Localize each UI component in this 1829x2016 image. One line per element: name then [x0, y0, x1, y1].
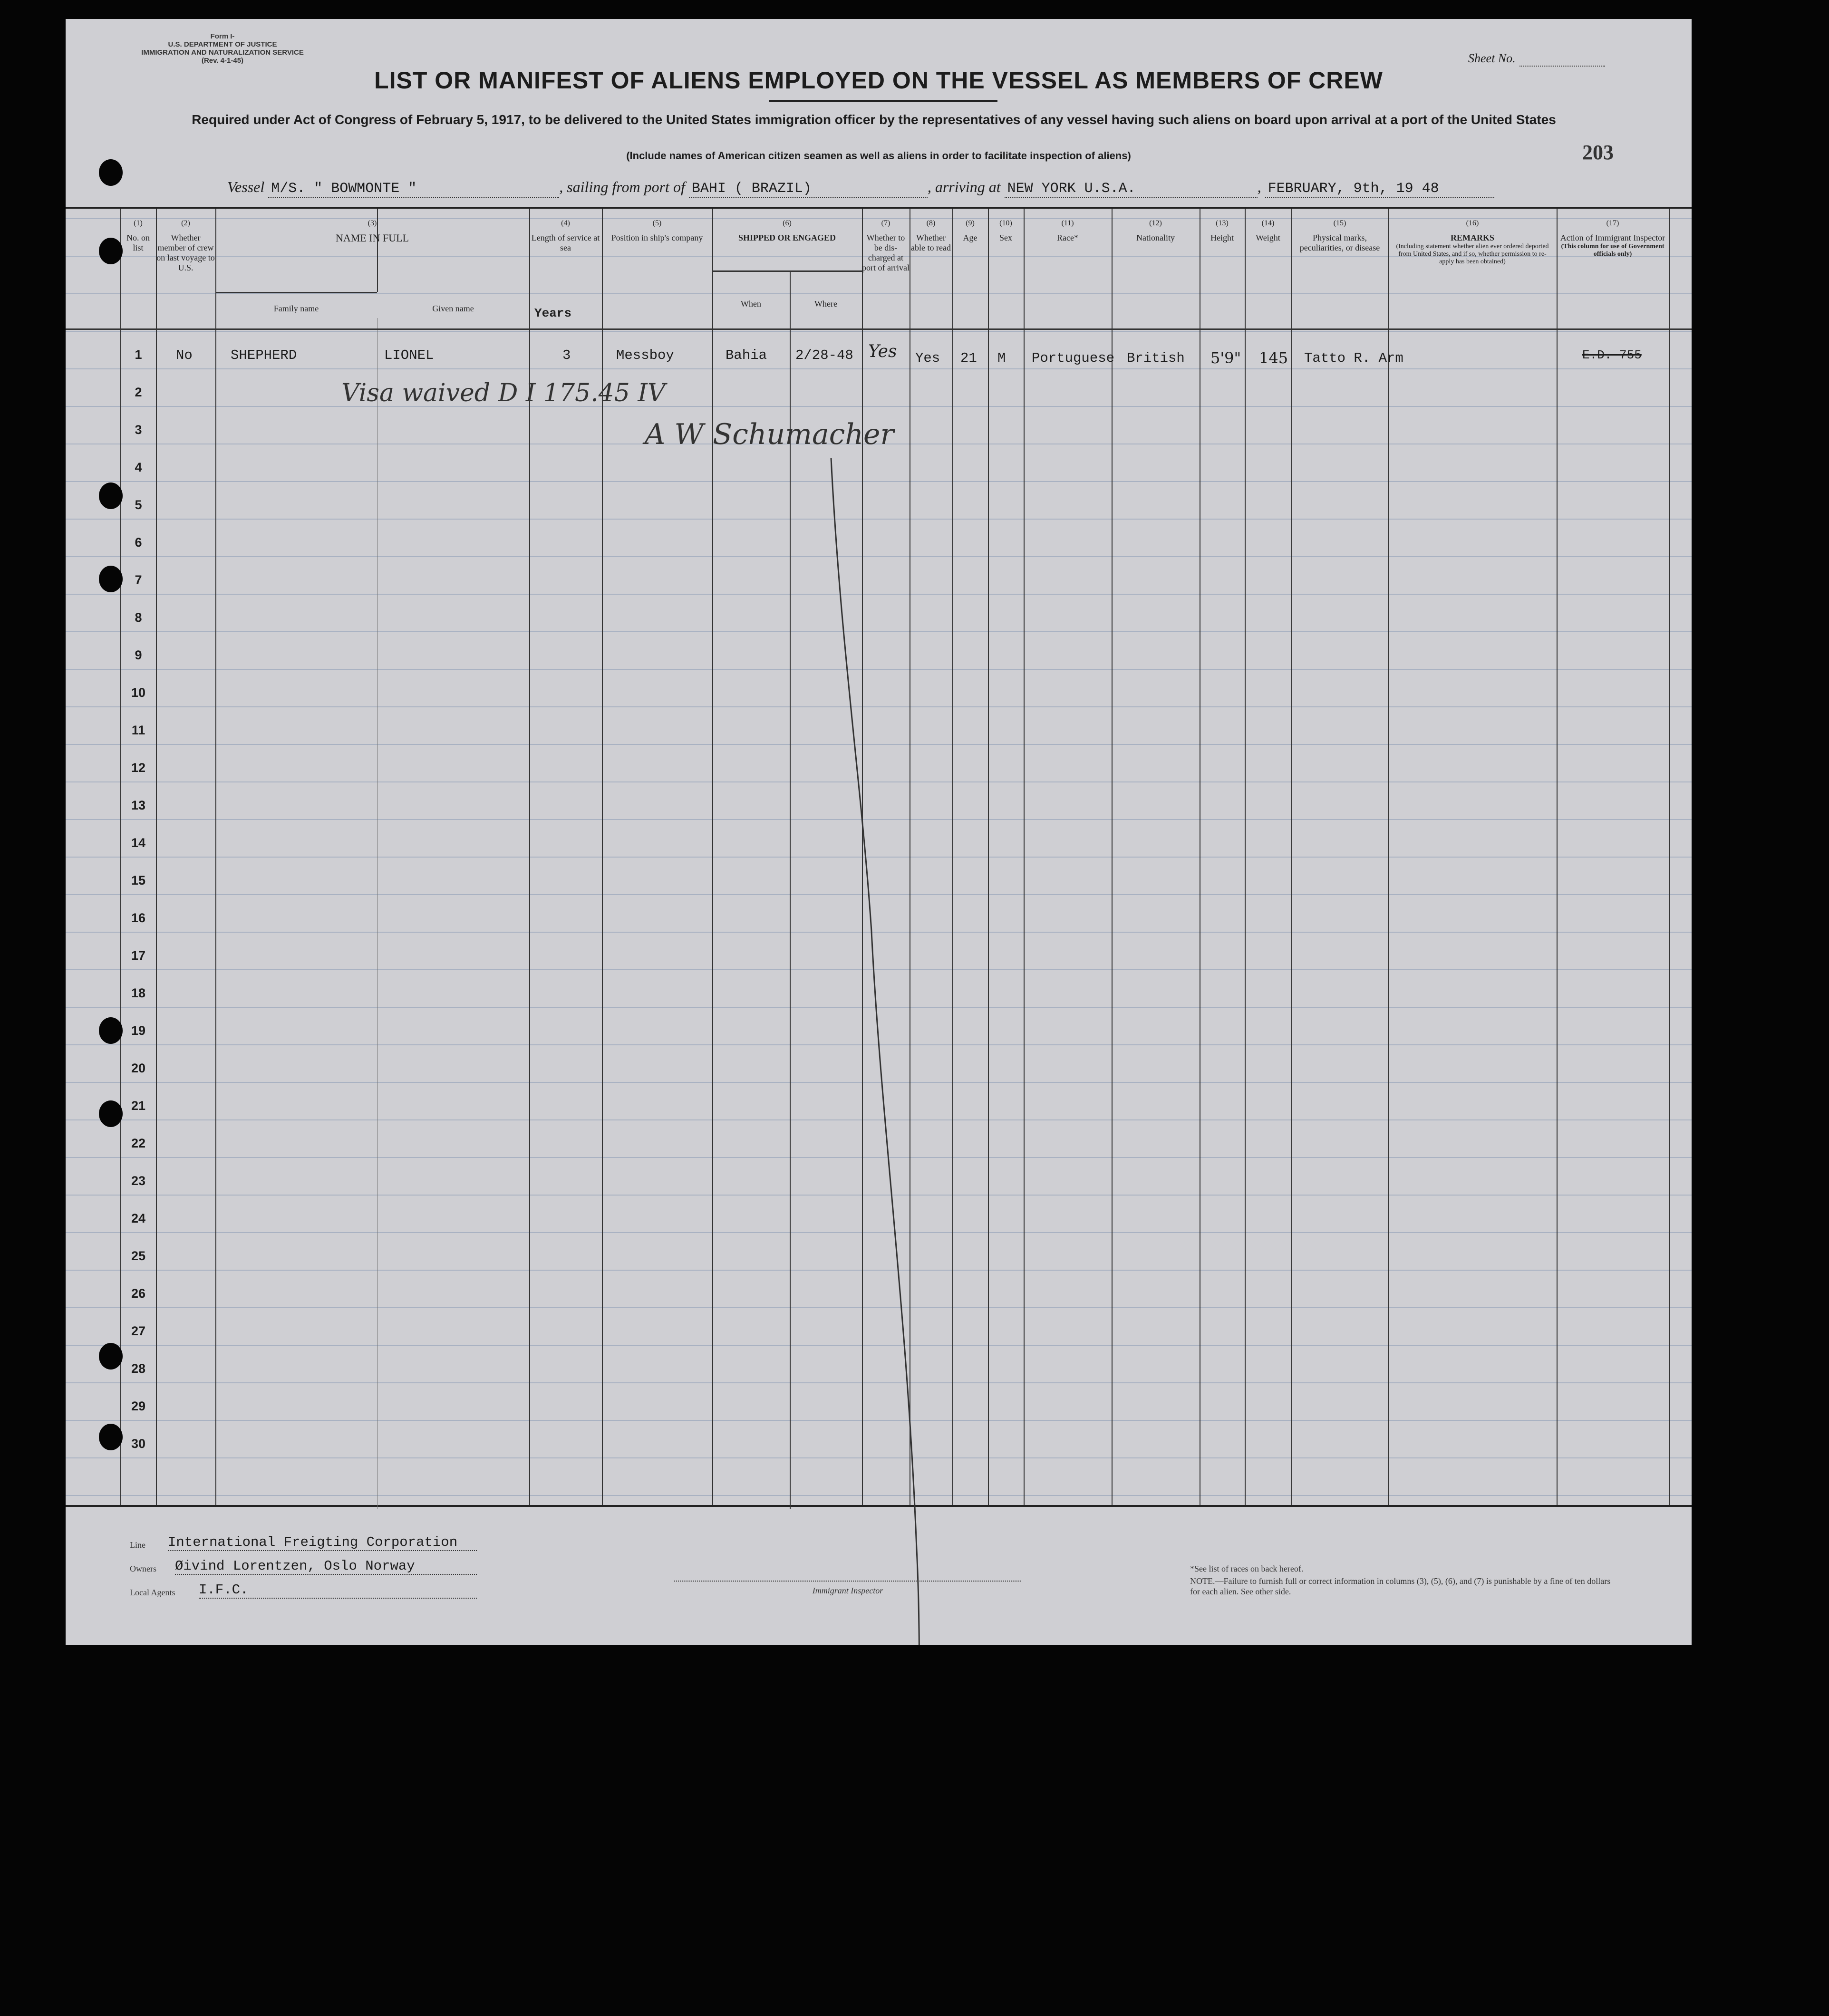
row-number: 11 — [131, 723, 145, 737]
header-col-16: (16) REMARKS (Including statement whether alien ever ordered deported from United States, and if so, whether permission to re-apply has been obtained) — [1388, 218, 1557, 266]
shipped-header-rule — [712, 270, 862, 272]
entry-position: Messboy — [616, 347, 674, 363]
entry-race: Portuguese — [1032, 350, 1115, 366]
revision-date: (Rev. 4-1-45) — [201, 57, 244, 65]
header-col-14: (14) Weight — [1256, 219, 1280, 242]
penalty-note: NOTE.—Failure to furnish full or correct information in columns (3), (5), (6), and (7) is punishable by a fine of ten dollars for each alien. See other side. — [1190, 1576, 1611, 1596]
column-divider — [1557, 209, 1558, 1505]
entry-able-to-read: Yes — [915, 350, 940, 366]
binder-hole — [99, 1343, 123, 1370]
row-number: 10 — [131, 685, 146, 700]
entry-discharged: Yes — [868, 342, 897, 361]
column-divider — [215, 209, 216, 1505]
header-col-8: (8) Whether able to read — [911, 219, 951, 252]
header-col-2: (2) Whether member of crew on last voyage to U.S. — [156, 219, 215, 272]
page-title: LIST OR MANIFEST OF ALIENS EMPLOYED ON THE VESSEL AS MEMBERS OF CREW — [374, 67, 1383, 94]
column-divider — [120, 209, 121, 1505]
title-underline — [769, 100, 997, 102]
row-number: 5 — [135, 498, 142, 512]
department-name: U.S. DEPARTMENT OF JUSTICE — [168, 40, 277, 48]
owners-value: Øivind Lorentzen, Oslo Norway — [175, 1558, 477, 1575]
form-number: Form I- — [210, 32, 235, 40]
header-col-11: (11) Race* — [1057, 219, 1078, 242]
row-number: 15 — [131, 873, 146, 887]
row-number: 9 — [135, 648, 142, 662]
page-subtitle: Required under Act of Congress of February 5, 1917, to be delivered to the United States immigration officer by the representatives of any vessel having such aliens on board upon arrival at a port of the United States — [192, 112, 1556, 127]
form-identifier — [137, 32, 308, 65]
row-number: 24 — [131, 1211, 146, 1225]
row-number: 13 — [131, 798, 146, 812]
header-col-15: (15) Physical marks, peculiarities, or disease — [1299, 219, 1380, 252]
binder-hole — [99, 1017, 123, 1044]
sailing-label: , sailing from port of — [559, 178, 685, 195]
header-when: When — [741, 299, 761, 309]
sheet-no-label: Sheet No. — [1468, 51, 1516, 65]
row-number: 30 — [131, 1437, 146, 1451]
binder-hole — [99, 566, 123, 592]
row-number: 4 — [135, 460, 142, 474]
row-number: 8 — [135, 610, 142, 625]
entry-given-name: LIONEL — [384, 347, 434, 363]
column-divider — [1291, 209, 1292, 1505]
row-number: 27 — [131, 1324, 146, 1338]
header-col-13: (13) Height — [1210, 219, 1234, 242]
header-col-7: (7) Whether to be dis-charged at port of arrival — [862, 219, 910, 272]
entry-weight: 145 — [1259, 349, 1288, 367]
row-number: 26 — [131, 1286, 146, 1301]
sheet-no-blank — [1519, 51, 1605, 67]
entry-physical-marks: Tatto R. Arm — [1304, 350, 1403, 366]
row-number: 2 — [135, 385, 142, 399]
row-number: 7 — [135, 573, 142, 587]
column-divider — [1024, 209, 1025, 1505]
years-unit: Years — [534, 306, 571, 320]
header-col-6: (6) SHIPPED OR ENGAGED — [738, 219, 836, 242]
column-divider — [1112, 209, 1113, 1505]
column-divider — [988, 209, 989, 1505]
include-note: (Include names of American citizen seamen as well as aliens in order to facilitate inspection of aliens) — [626, 150, 1131, 162]
row-number: 17 — [131, 948, 146, 963]
row-number: 23 — [131, 1174, 146, 1188]
column-divider — [156, 209, 157, 1505]
sheet-no-field — [1468, 51, 1605, 67]
crew-table — [66, 207, 1692, 1507]
vessel-name: M/S. " BOWMONTE " — [268, 181, 559, 198]
arriving-label: , arriving at — [927, 178, 1001, 195]
header-col-3: (3) NAME IN FULL — [336, 219, 409, 244]
column-divider — [1388, 209, 1389, 1505]
arrival-date: FEBRUARY, 9th, 19 48 — [1265, 181, 1494, 198]
departure-port: BAHI ( BRAZIL) — [689, 181, 928, 198]
entry-last-voyage: No — [176, 347, 193, 363]
local-agents-value: I.F.C. — [199, 1582, 477, 1599]
entry-family-name: SHEPHERD — [231, 347, 297, 363]
name-header-rule — [215, 292, 377, 293]
entry-shipped-when: Bahia — [726, 347, 767, 363]
manifest-sheet — [66, 19, 1692, 1645]
signature-stroke — [779, 456, 969, 1645]
entry-sex: M — [997, 350, 1006, 366]
inspector-signature: A W Schumacher — [645, 418, 894, 451]
inspector-signature-line — [674, 1581, 1021, 1582]
row-number: 19 — [131, 1023, 146, 1038]
row-number: 20 — [131, 1061, 146, 1075]
header-col-5: (5) Position in ship's company — [611, 219, 703, 242]
row-number: 1 — [135, 347, 142, 362]
row-number: 22 — [131, 1136, 146, 1150]
sheet-number: 203 — [1582, 141, 1614, 164]
header-family-name: Family name — [273, 304, 319, 313]
remarks-note: (Including statement whether alien ever ordered deported from United States, and if so, whether permission to re-apply has been obtained) — [1396, 243, 1549, 265]
local-agents-label: Local Agents — [130, 1588, 175, 1597]
row-number: 14 — [131, 836, 146, 850]
vessel-line: Vessel M/S. " BOWMONTE " , sailing from port of BAHI ( BRAZIL) , arriving at NEW YORK U.S.A. , FEBRUARY, 9th, 19 48 — [227, 178, 1494, 198]
row-number: 25 — [131, 1249, 146, 1263]
line-label: Line — [130, 1540, 145, 1550]
entry-nationality: British — [1127, 350, 1185, 366]
owners-label: Owners — [130, 1564, 156, 1573]
binder-hole — [99, 159, 123, 186]
header-col-9: (9) Age — [963, 219, 977, 242]
column-divider — [712, 209, 713, 1505]
header-given-name: Given name — [432, 304, 474, 313]
row-number: 12 — [131, 761, 146, 775]
row-number: 3 — [135, 423, 142, 437]
entry-length-of-service: 3 — [562, 347, 571, 363]
visa-waived-note: Visa waived D I 175.45 IV — [341, 379, 666, 407]
binder-hole — [99, 238, 123, 264]
column-divider — [1669, 209, 1670, 1505]
row-number: 16 — [131, 911, 146, 925]
row-number: 6 — [135, 535, 142, 550]
header-col-12: (12) Nationality — [1136, 219, 1175, 242]
entry-age: 21 — [960, 350, 977, 366]
header-col-4: (4) Length of service at sea — [531, 219, 600, 252]
row-number: 21 — [131, 1099, 146, 1113]
entry-height: 5'9" — [1210, 349, 1241, 367]
races-note: *See list of races on back hereof. — [1190, 1564, 1304, 1573]
immigrant-inspector-label: Immigrant Inspector — [812, 1586, 883, 1595]
header-col-10: (10) Sex — [999, 219, 1012, 242]
binder-hole — [99, 1424, 123, 1450]
line-value: International Freigting Corporation — [168, 1534, 477, 1551]
header-where: Where — [814, 299, 837, 309]
binder-hole — [99, 1100, 123, 1127]
row-number: 29 — [131, 1399, 146, 1413]
service-name: IMMIGRATION AND NATURALIZATION SERVICE — [141, 48, 304, 57]
inspector-note: (This column for use of Government officials only) — [1561, 243, 1664, 258]
vessel-label: Vessel — [227, 178, 265, 195]
row-number: 18 — [131, 986, 146, 1000]
row-number: 28 — [131, 1361, 146, 1376]
entry-inspector-action: E.D. 755 — [1582, 348, 1642, 362]
header-col-1: (1) No. on list — [126, 219, 150, 252]
arrival-port: NEW YORK U.S.A. — [1005, 181, 1258, 198]
header-col-17: (17) Action of Immigrant Inspector (This column for use of Government officials only) — [1557, 218, 1669, 258]
binder-hole — [99, 482, 123, 509]
entry-shipped-where: 2/28-48 — [795, 347, 853, 363]
column-divider — [1245, 209, 1246, 1505]
header-bottom-rule — [66, 328, 1692, 330]
